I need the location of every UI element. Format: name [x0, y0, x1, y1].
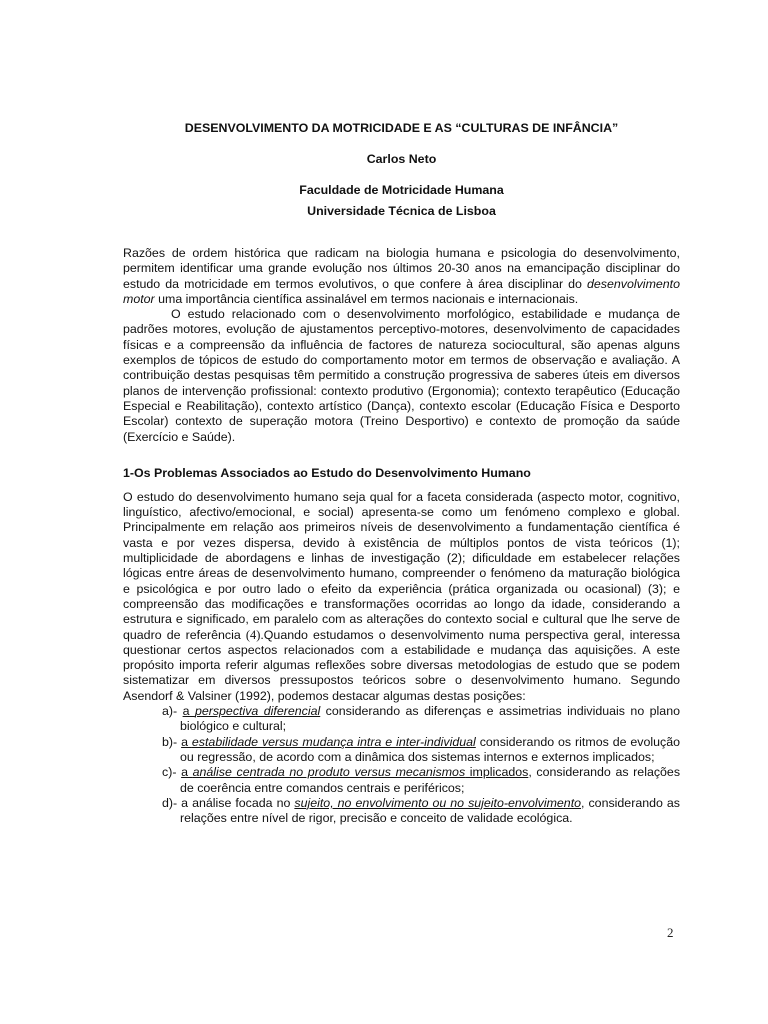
- section-p-text-a: O estudo do desenvolvimento humano seja qual for a faceta considerada (aspecto motor, cognitivo, linguístico, afectivo/emocional, e social) apresenta-se como um fenómeno complexo e global. Principalmente em relação aos primeiros níveis de desenvolvimento a fundamentação científica é vasta e por vezes dispersa, devido à existência de múltiplos pontos de vista teóricos (1); multiplicidade de abordagens e linhas de investigação (2); dificuldade em estabelecer relações lógicas entre áreas de desenvolvimento humano, compreender o fenómeno da maturação biológica e psicológica e por outro lado o efeito da experiência (prática organizada ou ocasional) (3); e compreensão das modificações e transformações ocorridas ao longo da idade, considerando a estrutura e significado, em paralelo com as alterações do contexto social e cultural que lhe serve de quadro de referência: [123, 489, 680, 642]
- item-emphasis: estabilidade versus mudança intra e inter-individual: [191, 734, 476, 749]
- item-underlined: a: [181, 765, 193, 780]
- item-underlined: a: [181, 734, 192, 749]
- item-prefix: a)-: [162, 704, 183, 719]
- list-item: [141, 765, 680, 796]
- section-paragraph: [123, 490, 680, 704]
- positions-list: [123, 704, 680, 826]
- list-item: [141, 735, 680, 766]
- item-text: considerando as diferenças e assimetrias individuais no plano biológico e cultural;: [180, 704, 680, 734]
- item-text: considerando os ritmos de evolução ou regressão, de acordo com a dinâmica dos sistemas internos e externos implicados;: [180, 734, 681, 764]
- item-text: , considerando as relações de coerência entre comandos centrais e periféricos;: [180, 765, 681, 795]
- section-p-reference: (4): [245, 627, 261, 642]
- item-prefix: c)-: [162, 765, 182, 780]
- university-name: Universidade Técnica de Lisboa: [307, 204, 496, 218]
- section-heading: 1-Os Problemas Associados ao Estudo do Desenvolvimento Humano: [123, 465, 531, 480]
- item-underlined-2: implicados: [465, 765, 529, 780]
- item-emphasis: perspectiva diferencial: [194, 704, 321, 719]
- document-page: [123, 0, 680, 826]
- author-name: Carlos Neto: [366, 152, 437, 166]
- intro-p1-text-a: Razões de ordem histórica que radicam na biologia humana e psicologia do desenvolvimento, permitem identificar uma grande evolução nos últimos 20-30 anos na emancipação disciplinar do estudo da motricidade em termos evolutivos, o que confere à área disciplinar do: [123, 246, 680, 291]
- item-underlined: a: [182, 704, 195, 719]
- faculty-name: Faculdade de Motricidade Humana: [299, 183, 504, 197]
- item-prefix: b)-: [162, 734, 182, 749]
- intro-paragraph-2: O estudo relacionado com o desenvolvimento morfológico, estabilidade e mudança de padrões motores, evolução de ajustamentos perceptivo-motores, desenvolvimento de capacidades físicas e a compreensão da influência de factores de natureza sociocultural, são apenas alguns exemplos de tópicos de estudo do comportamento motor em termos de observação e avaliação. A contribuição destas pesquisas têm permitido a construção progressiva de saberes úteis em diversos planos de intervenção profissional: contexto produtivo (Ergonomia); contexto terapêutico (Educação Especial e Reabilitação), contexto artístico (Dança), contexto escolar (Educação Física e Desporto Escolar) contexto de superação motora (Treino Desportivo) e contexto de promoção da saúde (Exercício e Saúde).: [123, 307, 680, 444]
- item-text: , considerando as relações entre nível de rigor, precisão e conceito de validade ecológica.: [180, 795, 680, 826]
- item-emphasis: sujeito, no envolvimento ou no sujeito-envolvimento: [294, 795, 582, 810]
- list-item: [141, 796, 680, 827]
- page-number: 2: [667, 925, 674, 940]
- item-emphasis: análise centrada no produto versus mecanismos: [192, 765, 466, 780]
- section-p-text-b: .Quando estudamos o desenvolvimento numa perspectiva geral, interessa questionar certos aspectos relacionados com a estabilidade e mudança das aquisições. A este propósito importa referir algumas reflexões sobre diversas metodologias de estudo que se podem sistematizar em diversos pressupostos teóricos sobre o desenvolvimento humano. Segundo Asendorf & Valsiner (1992), podemos destacar algumas destas posições:: [123, 627, 680, 703]
- intro-p1-emphasis: desenvolvimento motor: [123, 276, 680, 306]
- list-item: [141, 704, 680, 735]
- intro-paragraph-1: [123, 246, 680, 307]
- intro-p1-text-b: uma importância científica assinalável em termos nacionais e internacionais.: [154, 291, 579, 306]
- item-prefix: d)- a análise focada no: [162, 795, 295, 810]
- document-title: DESENVOLVIMENTO DA MOTRICIDADE E AS “CULTURAS DE INFÂNCIA”: [184, 121, 619, 135]
